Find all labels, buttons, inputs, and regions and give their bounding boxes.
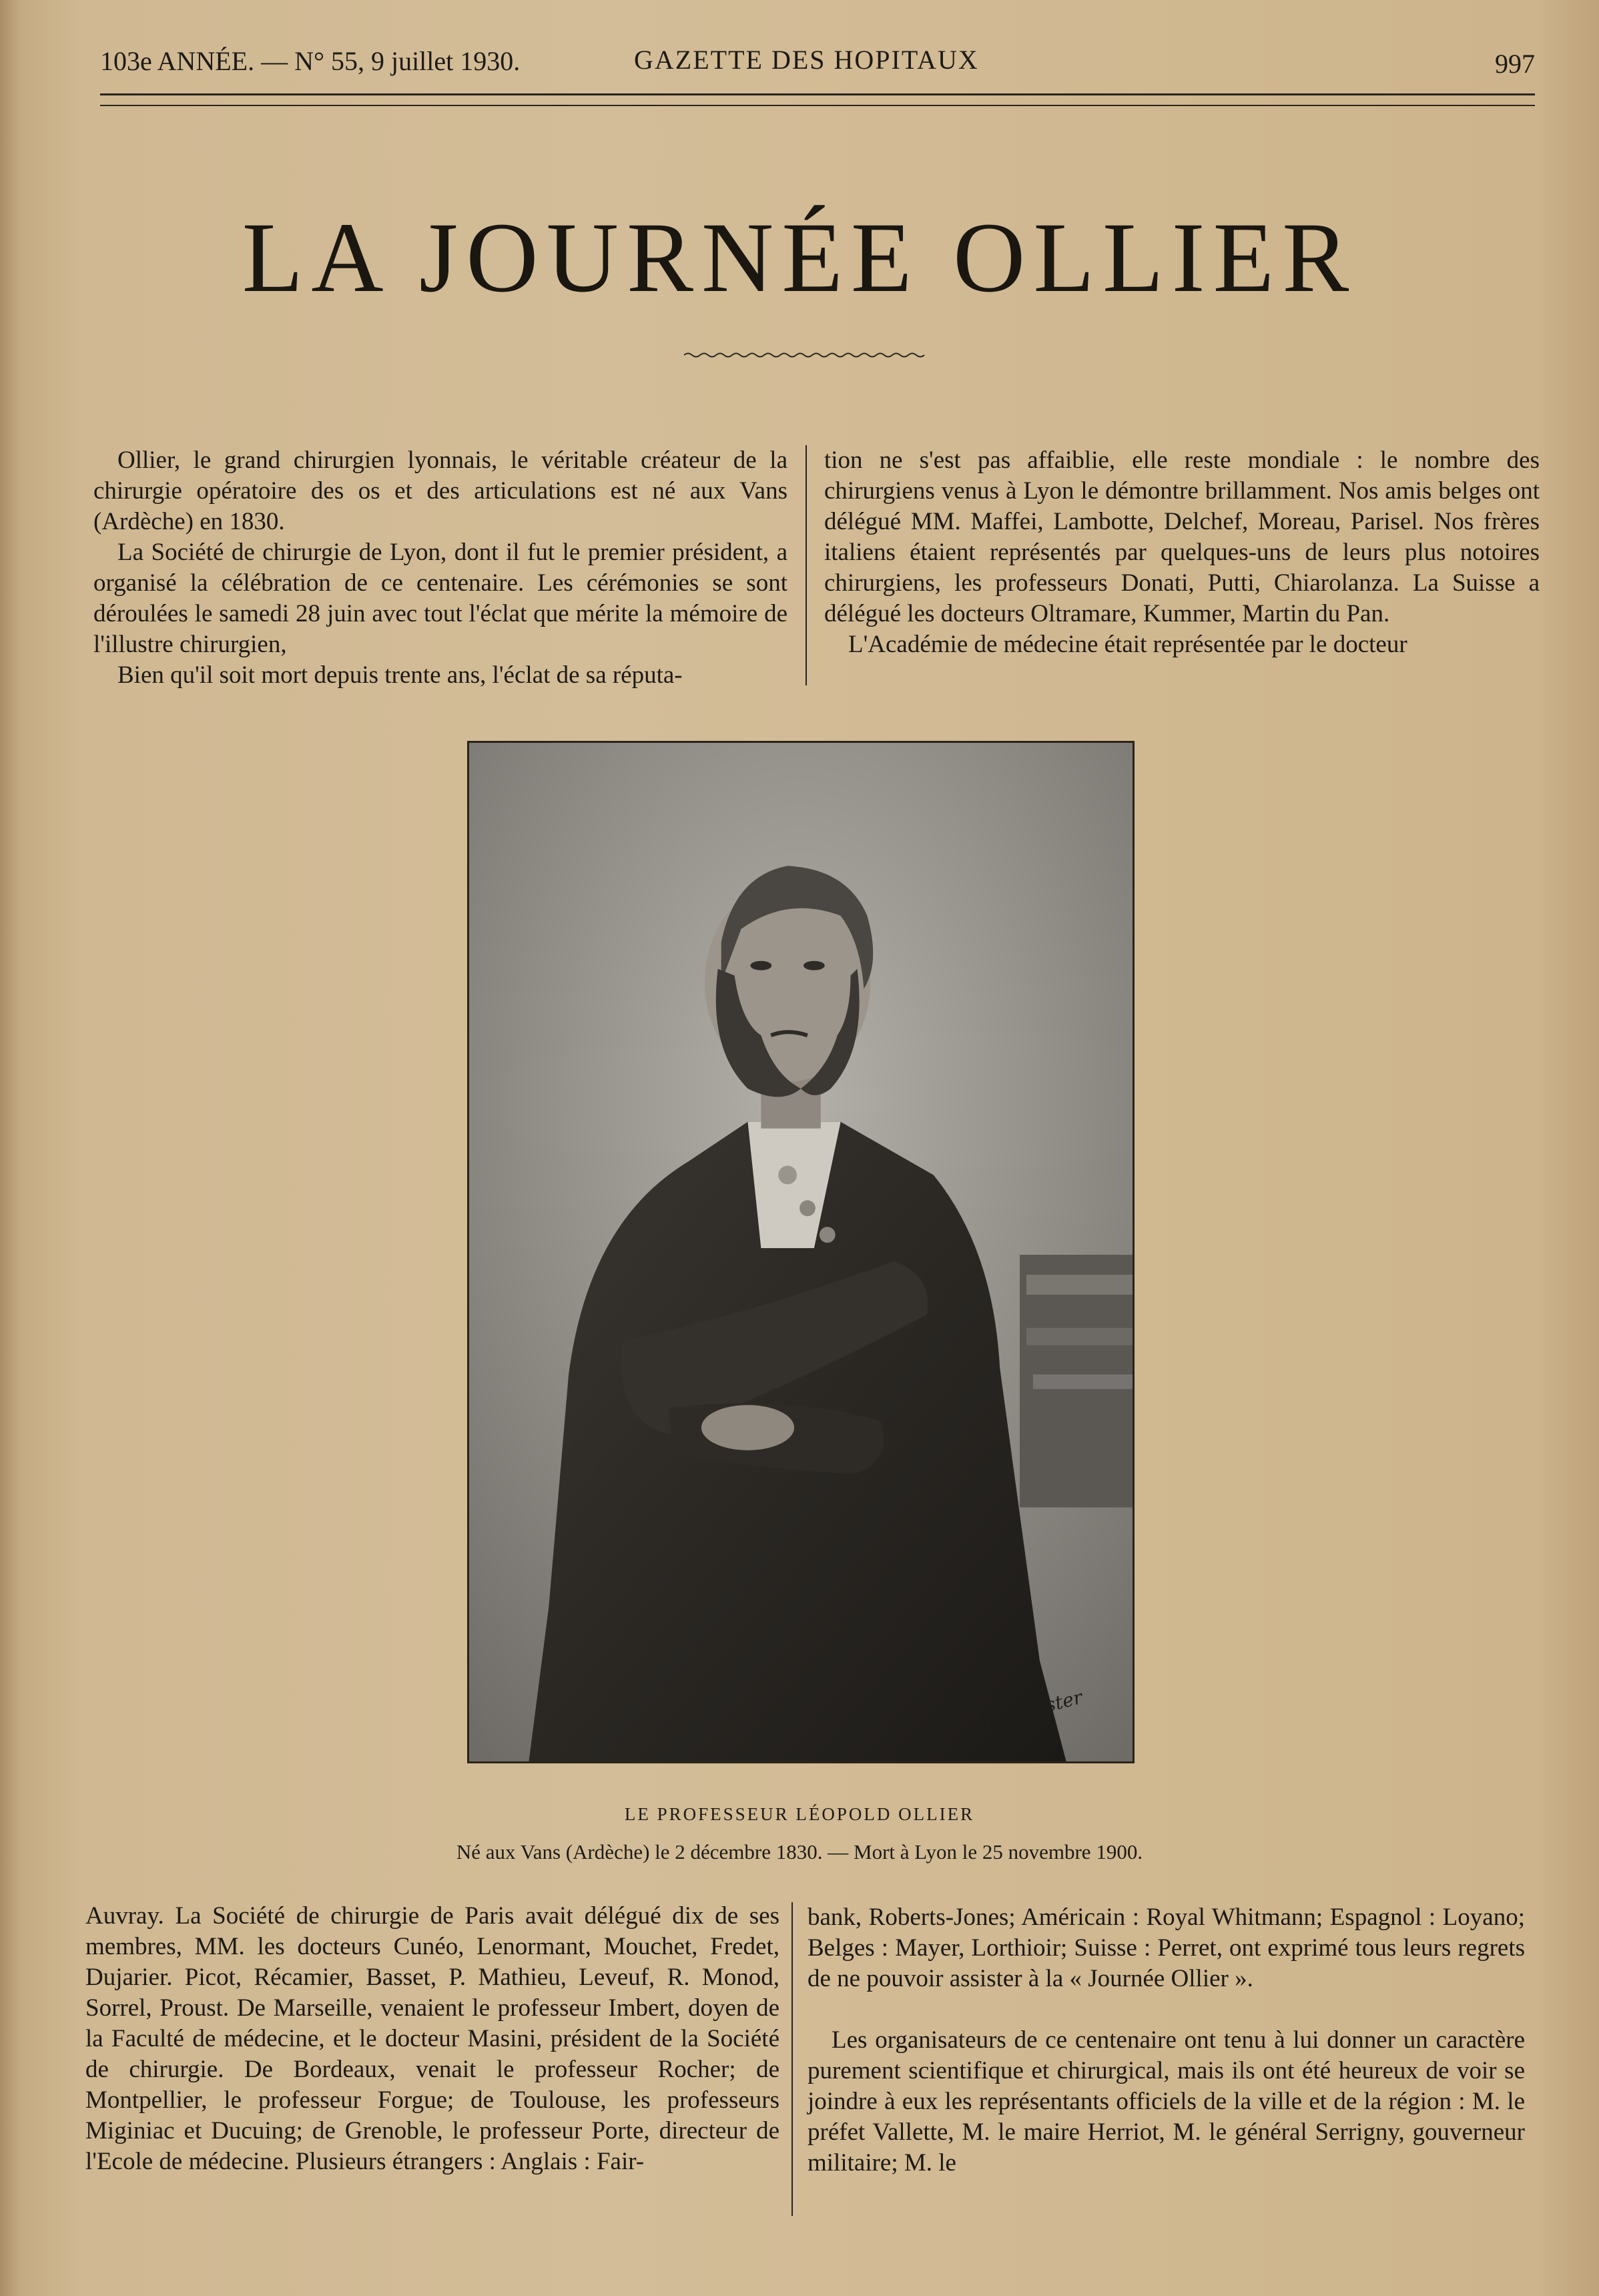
article-title: LA JOURNÉE OLLIER xyxy=(242,202,1357,313)
running-head xyxy=(100,41,1535,81)
paragraph: Bien qu'il soit mort depuis trente ans, l'éclat de sa réputa- xyxy=(117,661,683,689)
title-ornament xyxy=(684,351,928,359)
column-top-right xyxy=(824,445,1540,660)
issue-info: 103e ANNÉE. — N° 55, 9 juillet 1930. xyxy=(100,46,521,76)
signature-text: Armbruster xyxy=(972,1686,1085,1735)
paragraph: bank, Roberts-Jones; Américain : Royal Whitmann; Espagnol : Loyano; Belges : Mayer, Lorthioir; Suisse : Perret, ont exprimé tous leurs regrets de ne pouvoir assister à la « Journée Ollier ». xyxy=(808,1904,1525,1992)
paragraph: Les organisateurs de ce centenaire ont tenu à lui donner un caractère purement scientifique et chirurgical, mais ils ont été heureux de voir se joindre à eux les représentants officiels de la ville et de la région : M. le préfet Vallette, M. le maire Herriot, M. le général Serrigny, gouverneur militaire; M. le xyxy=(808,2026,1525,2177)
page-number: 997 xyxy=(1495,49,1535,79)
column-top-left xyxy=(93,445,787,691)
header-rule xyxy=(100,93,1535,106)
paragraph: tion ne s'est pas affaiblie, elle reste mondiale : le nombre des chirurgiens venus à Lyon le démontre brillamment. Nos amis belges ont délégué MM. Maffei, Lambotte, Delchef, Moreau, Parisel. Nos frères italiens étaient représentés par quelques-uns de leurs plus notoires chirurgiens, les professeurs Donati, Putti, Chiarolanza. La Suisse a délégué les docteurs Oltramare, Kummer, Martin du Pan. xyxy=(824,447,1540,627)
column-bottom-right xyxy=(808,1902,1525,2179)
paragraph: La Société de chirurgie de Lyon, dont il fut le premier président, a organisé la célébration de ce centenaire. Les cérémonies se sont déroulées le samedi 28 juin avec tout l'éclat que mérite la mémoire de l'illustre chirurgien, xyxy=(93,539,787,658)
journal-name: GAZETTE DES HOPITAUX xyxy=(634,45,979,75)
portrait-caption-title: LE PROFESSEUR LÉOPOLD OLLIER xyxy=(624,1804,975,1824)
paragraph: L'Académie de médecine était représentée par le docteur xyxy=(848,631,1407,658)
column-bottom-left xyxy=(85,1901,779,2177)
column-divider xyxy=(791,1902,793,2216)
column-divider xyxy=(806,445,807,685)
portrait-image xyxy=(467,741,1135,1763)
portrait-caption-subtitle: Né aux Vans (Ardèche) le 2 décembre 1830. — Mort à Lyon le 25 novembre 1900. xyxy=(456,1840,1143,1863)
paragraph: Auvray. La Société de chirurgie de Paris avait délégué dix de ses membres, MM. les docteurs Cunéo, Lenormant, Mouchet, Fredet, Dujarier. Picot, Récamier, Basset, P. Mathieu, Leveuf, R. Monod, Sorrel, Proust. De Marseille, venaient le professeur Imbert, doyen de la Faculté de médecine, et le docteur Masini, président de la Société de chirurgie. De Bordeaux, venait le professeur Rocher; de Montpellier, le professeur Forgue; de Toulouse, les professeurs Miginiac et Ducuing; de Grenoble, le professeur Porte, directeur de l'Ecole de médecine. Plusieurs étrangers : Anglais : Fair- xyxy=(85,1902,779,2175)
paragraph: Ollier, le grand chirurgien lyonnais, le véritable créateur de la chirurgie opératoire des os et des articulations est né aux Vans (Ardèche) en 1830. xyxy=(93,447,787,535)
